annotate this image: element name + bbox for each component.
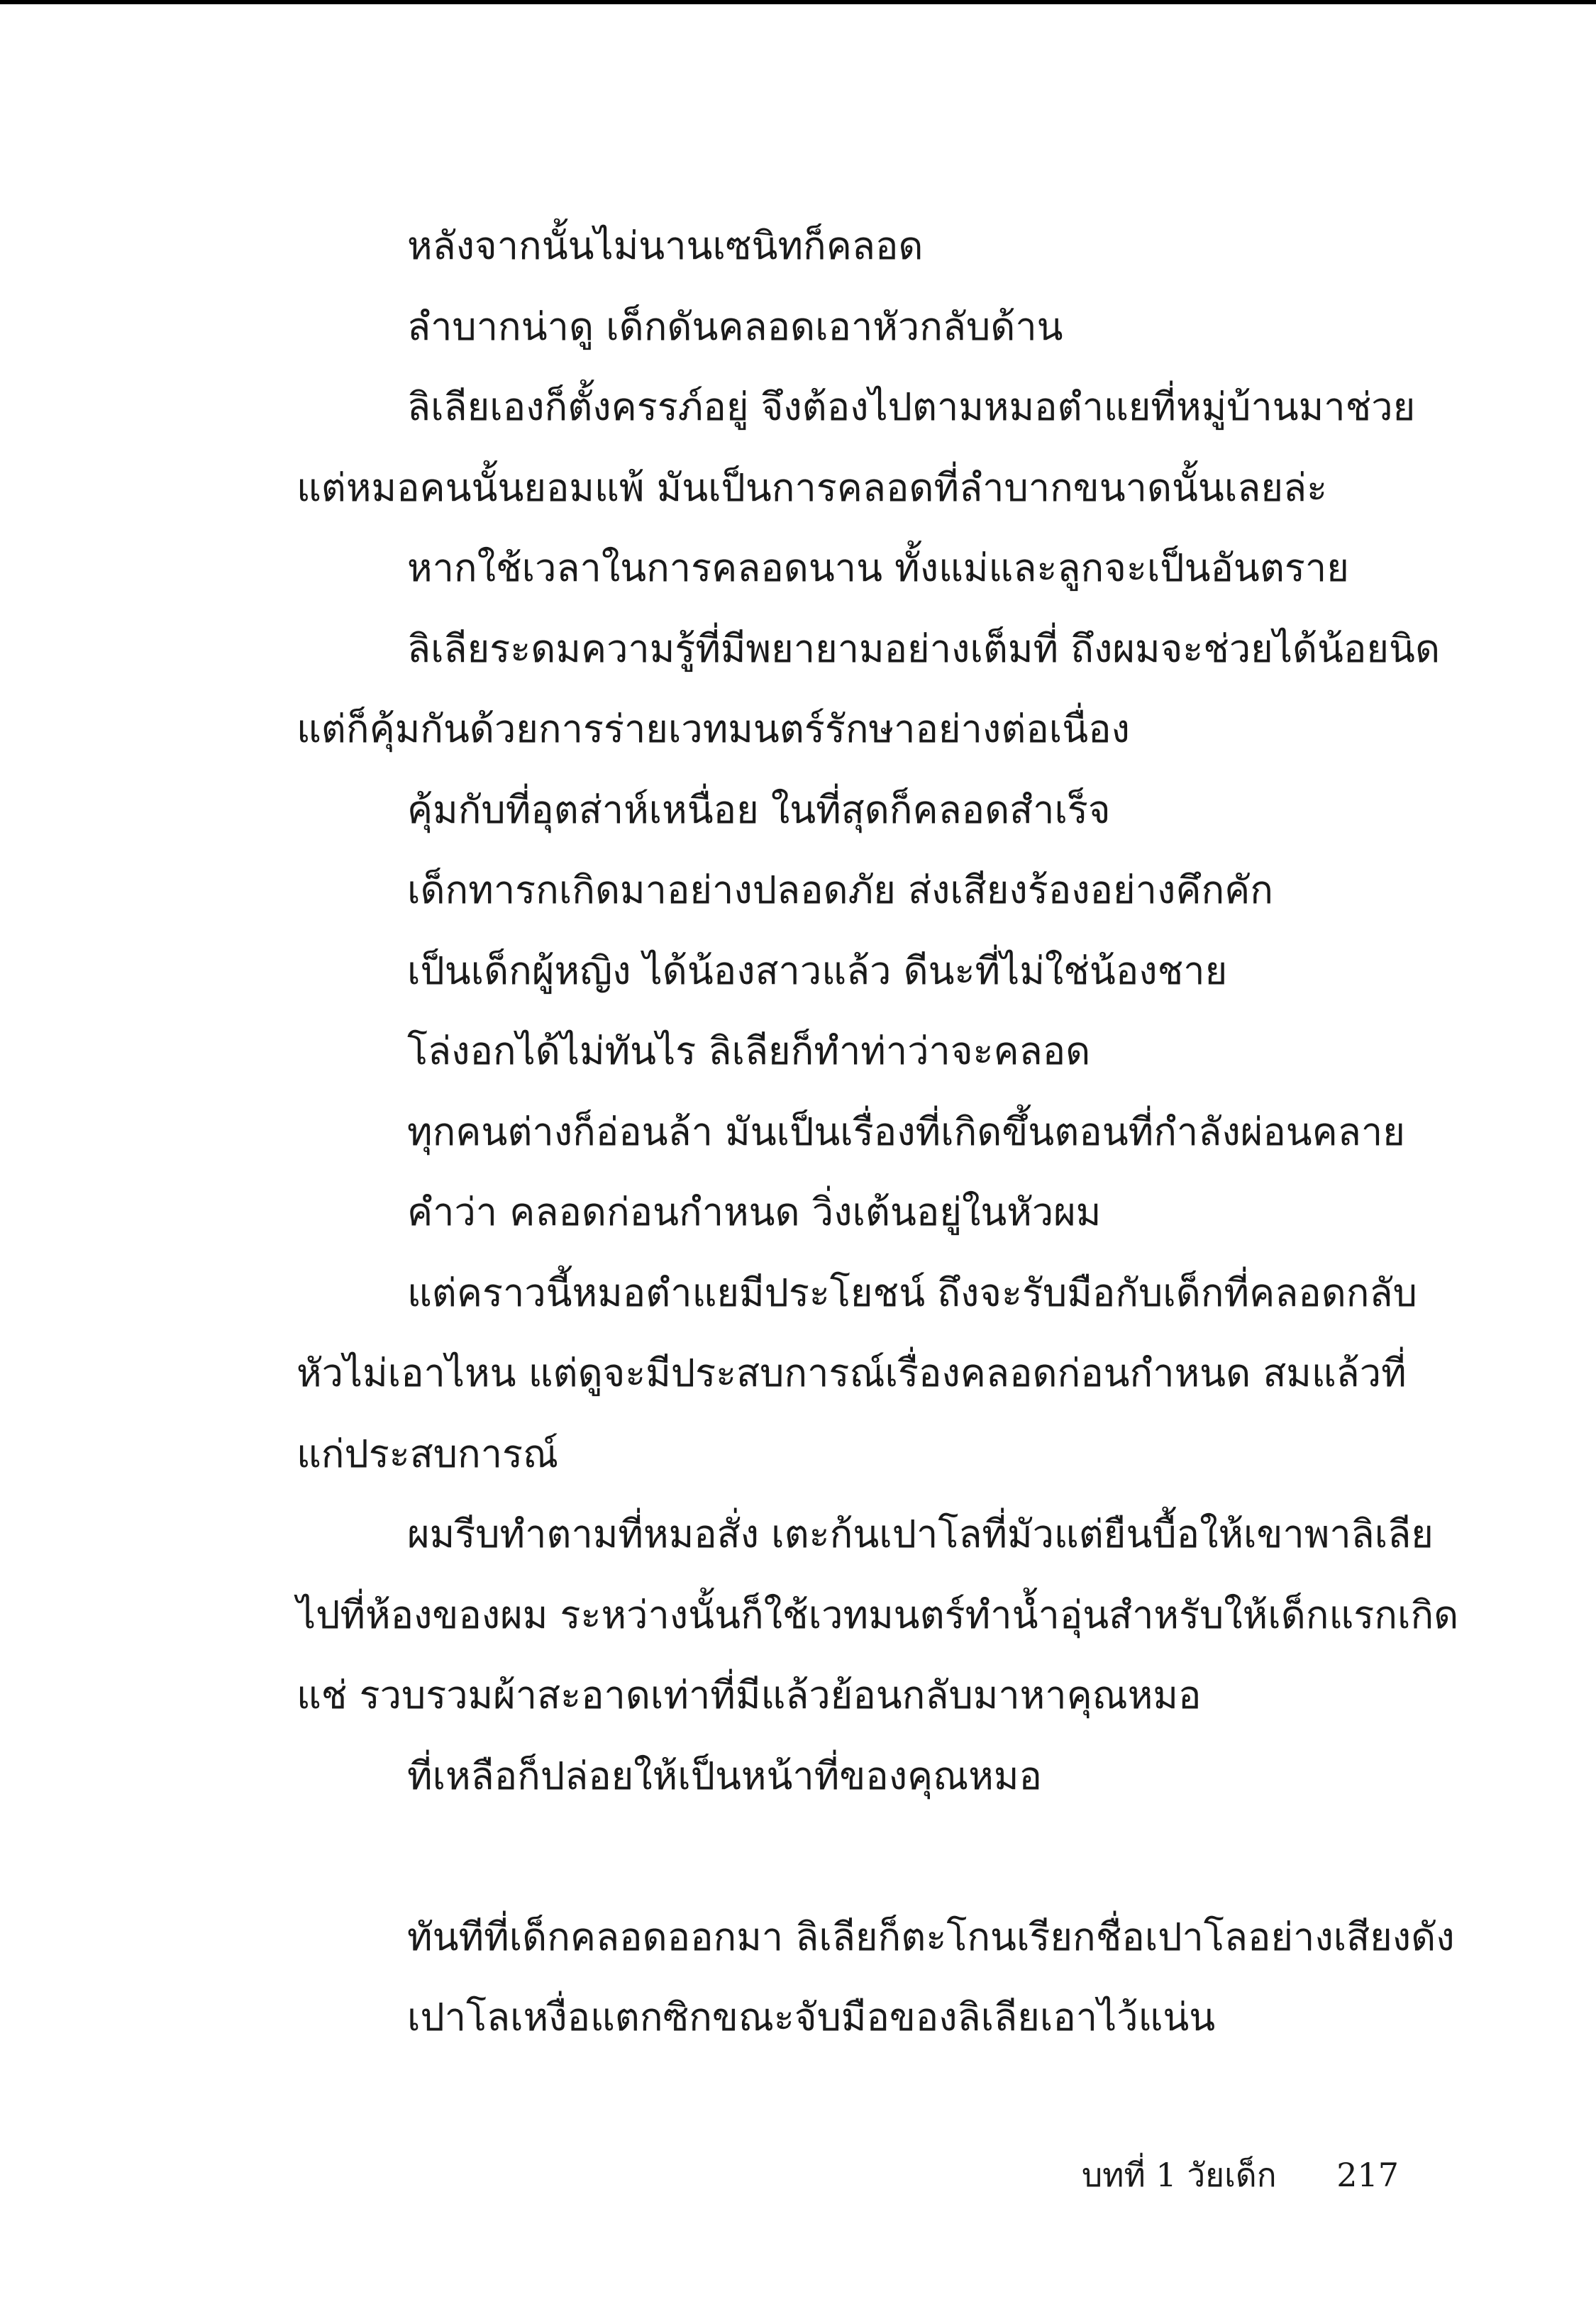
text-line: แช่ รวบรวมผ้าสะอาดเท่าที่มีแล้วย้อนกลับมาหาคุณหมอ <box>297 1673 1202 1717</box>
text-line: เปาโลเหงื่อแตกซิกขณะจับมือของลิเลียเอาไว้แน่น <box>407 1995 1216 2039</box>
text-line: ที่เหลือก็ปล่อยให้เป็นหน้าที่ของคุณหมอ <box>407 1753 1042 1798</box>
text-line: แต่หมอคนนั้นยอมแพ้ มันเป็นการคลอดที่ลำบากขนาดนั้นเลยล่ะ <box>297 465 1328 510</box>
text-line: เป็นเด็กผู้หญิง ได้น้องสาวแล้ว ดีนะที่ไม่ใช่น้องชาย <box>407 948 1228 993</box>
text-line: ลิเลียเองก็ตั้งครรภ์อยู่ จึงต้องไปตามหมอตำแยที่หมู่บ้านมาช่วย <box>407 384 1416 429</box>
book-page-body <box>297 206 1459 2058</box>
text-line: แก่ประสบการณ์ <box>297 1431 559 1476</box>
text-line: หากใช้เวลาในการคลอดนาน ทั้งแม่และลูกจะเป็นอันตราย <box>407 546 1349 590</box>
section-break <box>297 1816 1397 1897</box>
text-line: ทุกคนต่างก็อ่อนล้า มันเป็นเรื่องที่เกิดขึ้นตอนที่กำลังผ่อนคลาย <box>407 1109 1405 1154</box>
text-line: ลำบากน่าดู เด็กดันคลอดเอาหัวกลับด้าน <box>407 304 1063 349</box>
text-line: ผมรีบทำตามที่หมอสั่ง เตะก้นเปาโลที่มัวแต่ยืนบื้อให้เขาพาลิเลีย <box>407 1512 1434 1556</box>
text-line: แต่ก็คุ้มกันด้วยการร่ายเวทมนตร์รักษาอย่างต่อเนื่อง <box>297 707 1130 751</box>
text-line: หัวไม่เอาไหน แต่ดูจะมีประสบการณ์เรื่องคลอดก่อนกำหนด สมแล้วที่ <box>297 1351 1407 1395</box>
text-line: เด็กทารกเกิดมาอย่างปลอดภัย ส่งเสียงร้องอย่างคึกคัก <box>407 868 1273 912</box>
text-line: ไปที่ห้องของผม ระหว่างนั้นก็ใช้เวทมนตร์ทำน้ำอุ่นสำหรับให้เด็กแรกเกิด <box>297 1592 1459 1637</box>
top-border-rule <box>0 0 1596 4</box>
text-line: ทันทีที่เด็กคลอดออกมา ลิเลียก็ตะโกนเรียกชื่อเปาโลอย่างเสียงดัง <box>407 1914 1455 1959</box>
page-number: 217 <box>1336 2156 1399 2194</box>
running-chapter-title: บทที่ 1 วัยเด็ก <box>1081 2156 1277 2194</box>
text-line: ลิเลียระดมความรู้ที่มีพยายามอย่างเต็มที่ ถึงผมจะช่วยได้น้อยนิด <box>407 626 1441 671</box>
text-line: หลังจากนั้นไม่นานเซนิทก็คลอด <box>407 223 924 268</box>
text-line: โล่งอกได้ไม่ทันไร ลิเลียก็ทำท่าว่าจะคลอด <box>407 1029 1091 1073</box>
text-line: คำว่า คลอดก่อนกำหนด วิ่งเต้นอยู่ในหัวผม <box>407 1190 1102 1234</box>
text-line: คุ้มกับที่อุตส่าห์เหนื่อย ในที่สุดก็คลอดสำเร็จ <box>407 787 1111 832</box>
text-line: แต่คราวนี้หมอตำแยมีประโยชน์ ถึงจะรับมือกับเด็กที่คลอดกลับ <box>407 1270 1417 1315</box>
page-footer <box>1082 2149 1399 2201</box>
